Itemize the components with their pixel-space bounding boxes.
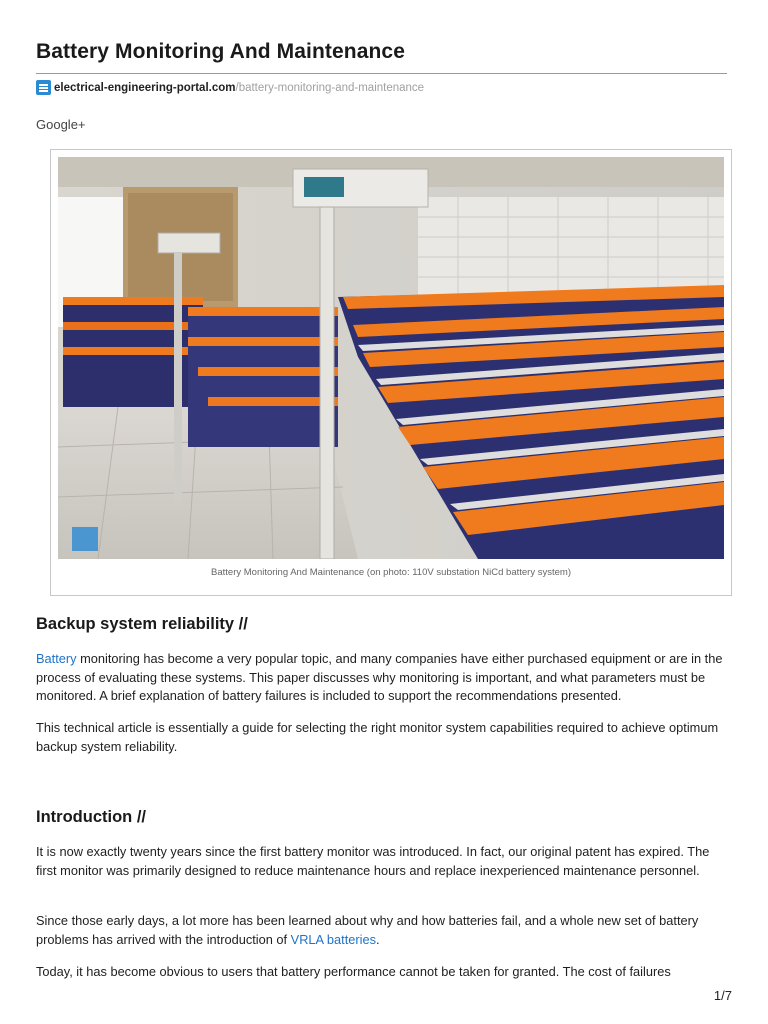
source-line [36,80,424,95]
backup-paragraph-2: This technical article is essentially a guide for selecting the right monitor system capabilities required to achieve optimum backup system reliability. [36,720,719,754]
intro-paragraph-2 [36,912,728,949]
page-number: 1/7 [713,988,732,1003]
page-title: Battery Monitoring And Maintenance [36,40,405,63]
intro-paragraph-1: It is now exactly twenty years since the first battery monitor was introduced. In fact, our original patent has expired. The first monitor was primarily designed to reduce maintenance hours and replace inexperienced maintenance personnel. [36,844,710,878]
battery-room-photo [58,157,724,559]
battery-room-illustration [58,157,724,559]
source-domain: electrical-engineering-portal.com [54,81,236,94]
section-heading-introduction: Introduction // [36,808,146,826]
battery-link[interactable]: Battery [36,651,77,666]
backup-paragraph-1-text: monitoring has become a very popular topic, and many companies have either purchased equipment or are in the process of evaluating these systems. This paper discusses why monitoring is important, and what parameters must be monitored. A brief explanation of battery failures is included to support the recommendations presented. [36,651,723,703]
section-heading-backup: Backup system reliability // [36,615,248,633]
backup-paragraph-1 [36,650,728,706]
intro-paragraph-3: Today, it has become obvious to users that battery performance cannot be taken for granted. The cost of failures [36,964,671,979]
figure-caption: Battery Monitoring And Maintenance (on photo: 110V substation NiCd battery system) [211,567,571,578]
intro-paragraph-2-end: . [376,931,380,947]
source-path: /battery-monitoring-and-maintenance [235,81,425,94]
title-divider [36,73,727,74]
article-figure [50,149,732,596]
site-favicon-icon [36,80,51,95]
google-plus-label: Google+ [36,117,86,132]
source-link[interactable] [54,82,424,94]
intro-paragraph-2-text: Since those early days, a lot more has been learned about why and how batteries fail, and a whole new set of battery problems has arrived with the introduction of [36,913,699,947]
vrla-batteries-link[interactable]: VRLA batteries [290,931,377,947]
